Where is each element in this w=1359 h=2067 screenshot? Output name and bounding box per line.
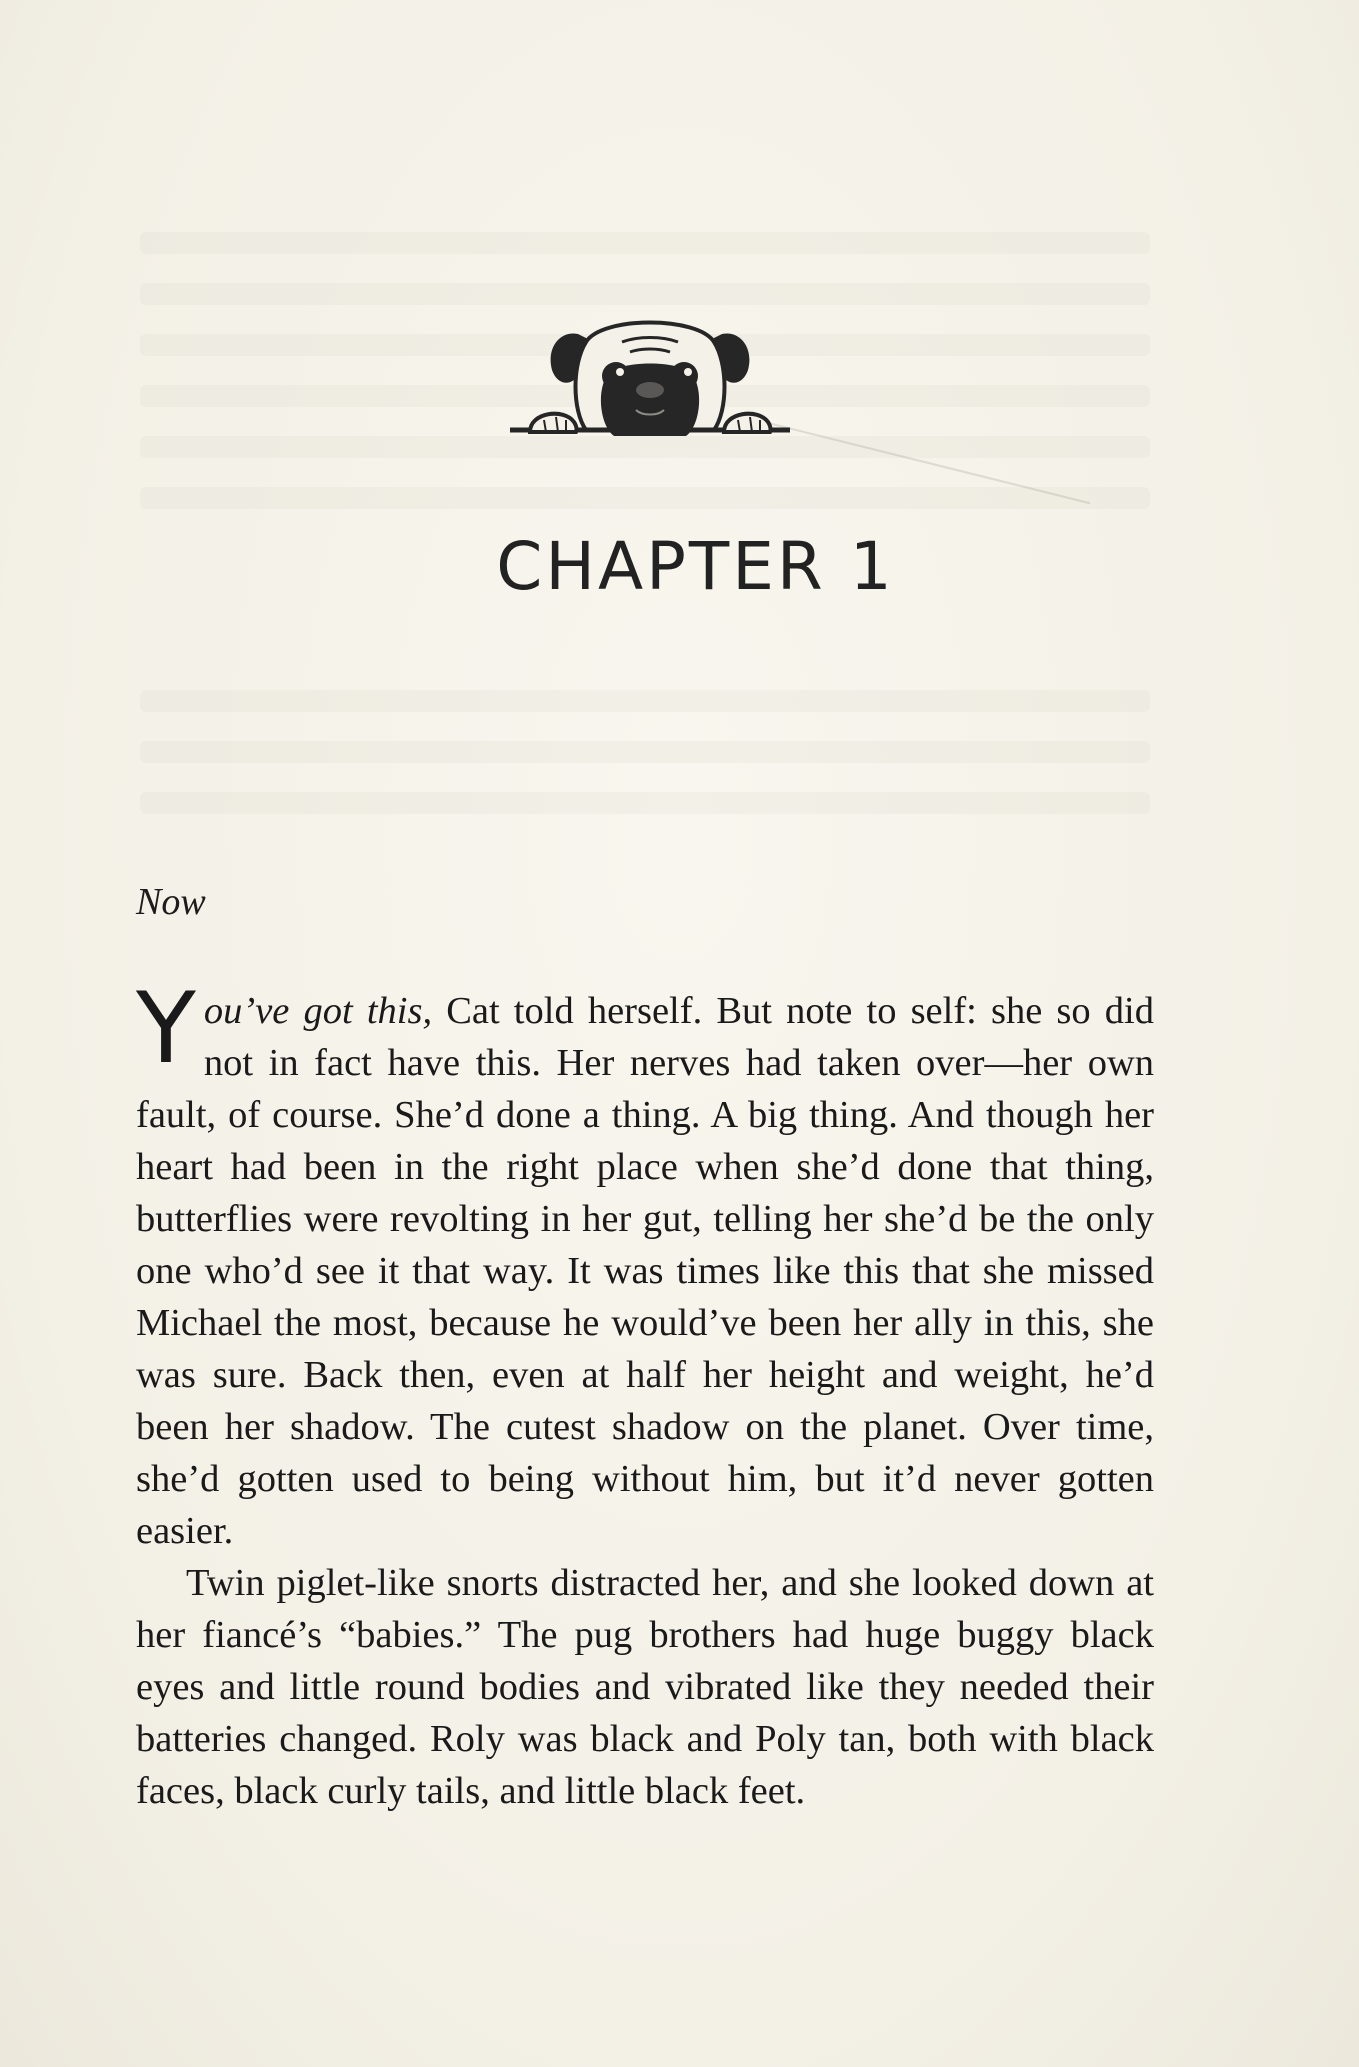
show-through-line [140,487,1150,509]
chapter-title: CHAPTER 1 [496,528,895,605]
lead-italic-phrase: ou’ve got this, [203,990,433,1032]
paragraph-text: Cat told herself. But note to self: she so did not in fact have this. Her nerves had taken over—her own fault, of course. She’d done a thing. A big thing. And though her heart had been in the right place when she’d done that thing, butterflies were revolting in her gut, telling her she’d be the only one who’d see it that way. It was times like this that she missed Michael the most, because he would’ve been her ally in this, she was sure. Back then, even at half her height and weight, he’d been her shadow. The cutest shadow on the planet. Over time, she’d gotten used to being without him, but it’d never gotten easier. [136,990,1154,1552]
show-through-line [140,792,1150,814]
show-through-line [140,690,1150,712]
pug-peeking-icon [490,290,810,470]
chapter-body [136,972,1154,1817]
paragraph [136,972,1154,1557]
show-through-line [140,741,1150,763]
paragraph [136,1557,1154,1817]
show-through-line [140,232,1150,254]
drop-cap: Y [136,972,196,1086]
paragraph-text: Twin piglet-like snorts distracted her, and she looked down at her fiancé’s “babies.” The pug brothers had huge buggy black eyes and little round bodies and vibrated like they needed their batteries changed. Roly was black and Poly tan, both with black faces, black curly tails, and little black feet. [136,1562,1154,1812]
section-label: Now [136,881,206,923]
